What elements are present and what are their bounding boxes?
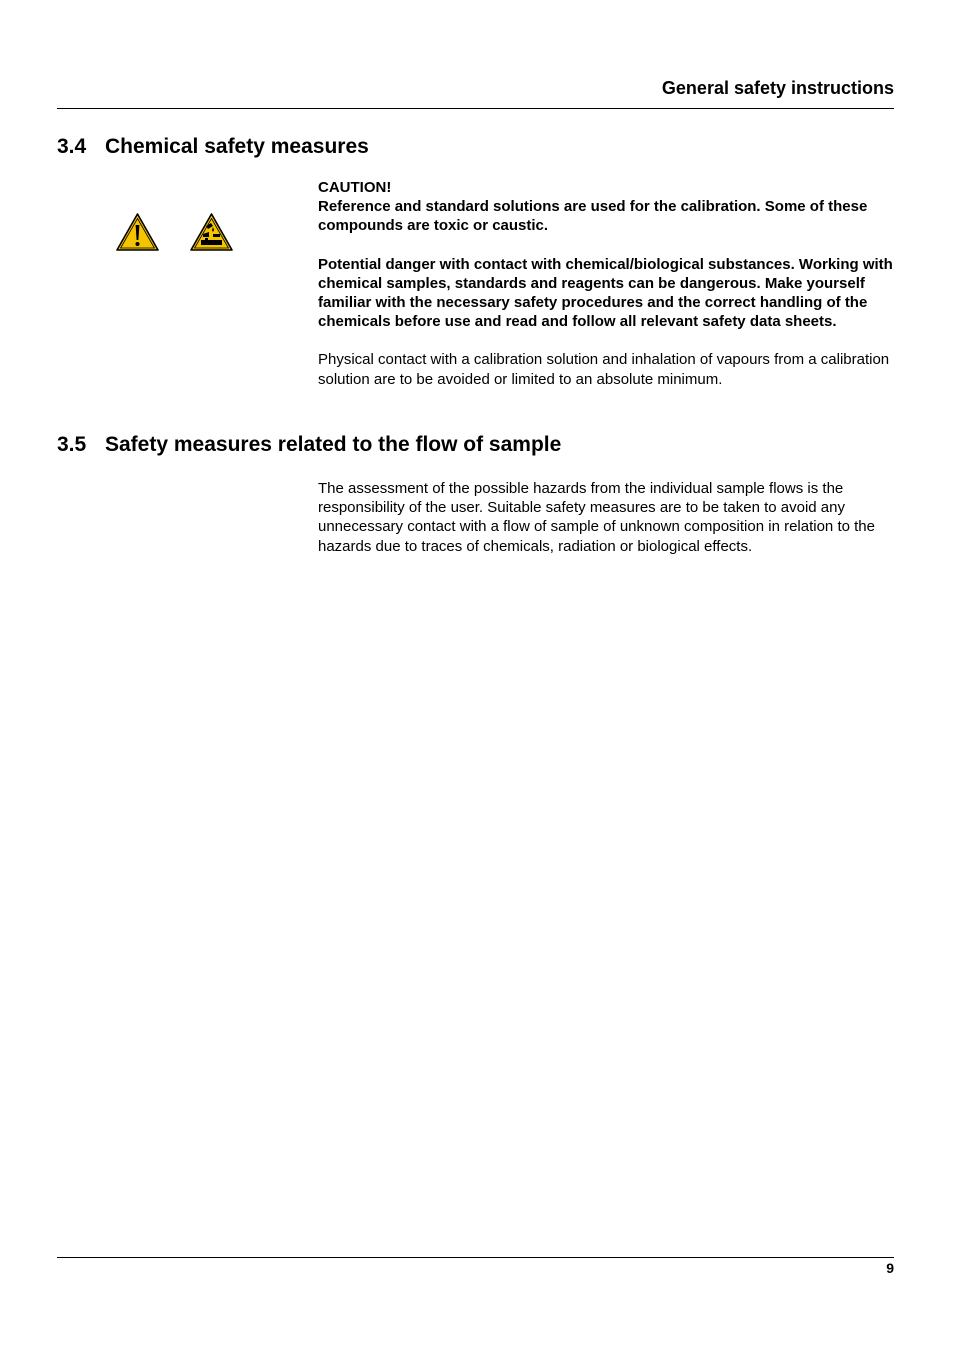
danger-text: Potential danger with contact with chemical/biological substances. Working with chemical samples, standards and reagents can be dangerous. Make yourself familiar with the necessary safety procedures and the correct handling of the chemicals before use and read and follow all relevant safety data sheets.	[318, 255, 893, 331]
body-paragraph: Physical contact with a calibration solution and inhalation of vapours from a calibration solution are to be avoided or limited to an absolute minimum.	[318, 351, 890, 388]
section-heading-3-4	[57, 135, 369, 159]
corrosive-substance-icon	[189, 212, 234, 252]
section-heading-3-5	[57, 433, 561, 457]
caution-label: CAUTION!	[318, 179, 392, 196]
section-3-5-body	[318, 479, 894, 556]
warning-triangle-icon	[115, 212, 160, 252]
section-title: Chemical safety measures	[105, 135, 369, 158]
section-3-4-body	[318, 178, 894, 389]
footer-rule	[57, 1257, 894, 1258]
page-number: 9	[886, 1260, 894, 1276]
caution-text: Reference and standard solutions are used for the calibration. Some of these compounds are toxic or caustic.	[318, 198, 868, 235]
section-number: 3.5	[57, 433, 87, 456]
section-number: 3.4	[57, 135, 87, 158]
section-title: Safety measures related to the flow of sample	[105, 433, 562, 456]
running-header-title: General safety instructions	[661, 78, 894, 98]
header-rule	[57, 108, 894, 109]
body-paragraph: The assessment of the possible hazards from the individual sample flows is the responsibility of the user. Suitable safety measures are to be taken to avoid any unnecessary contact with a flow of sample of unknown composition in relation to the hazards due to traces of chemicals, radiation or biological effects.	[318, 480, 875, 555]
